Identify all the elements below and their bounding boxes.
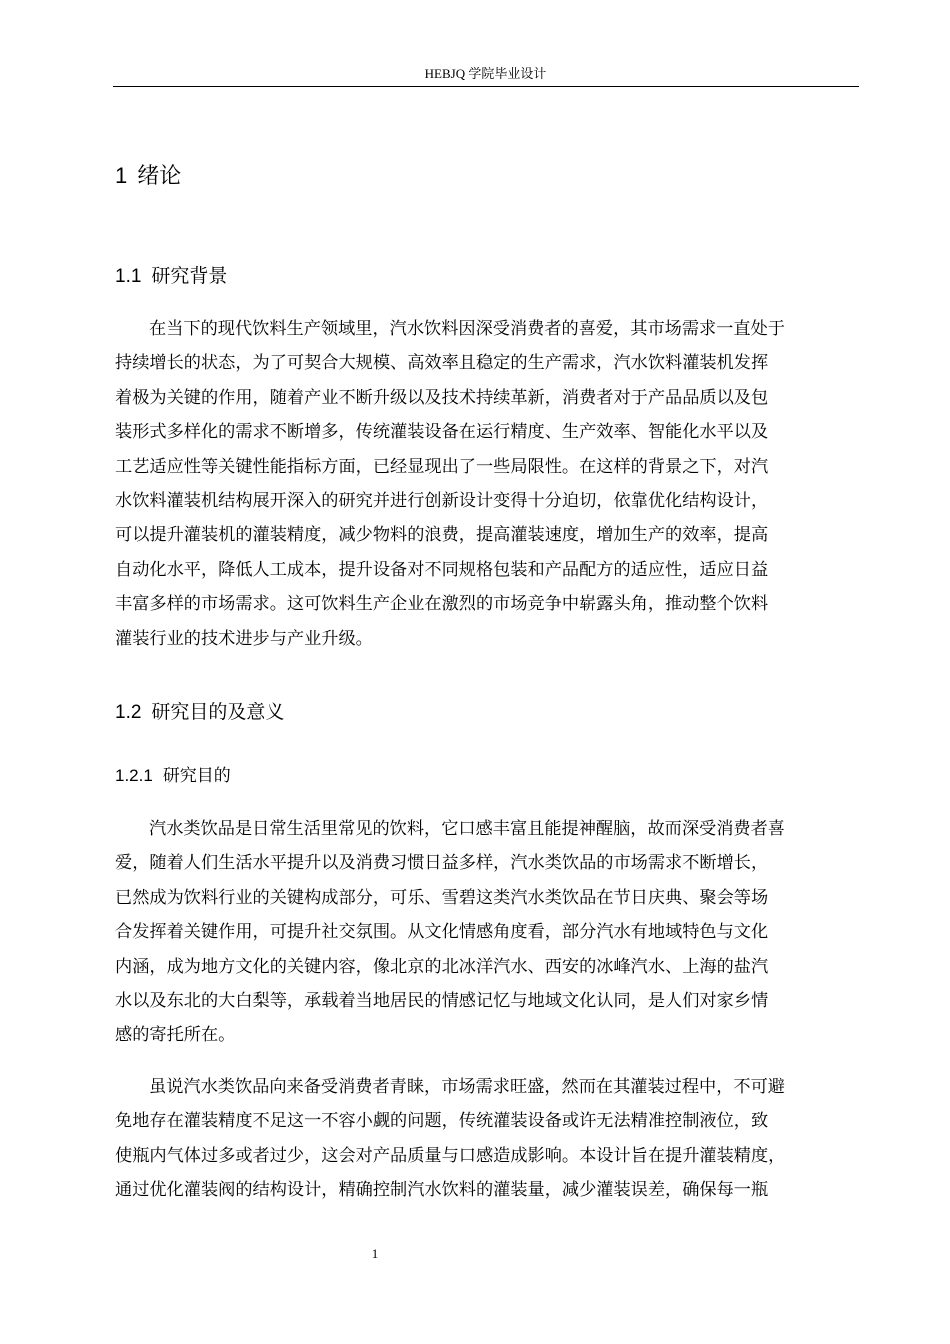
text-line: 汽水类饮品是日常生活里常见的饮料，它口感丰富且能提神醒脑，故而深受消费者喜 (149, 819, 785, 839)
section-title: 研究目的及意义 (151, 701, 285, 723)
section-title: 研究背景 (151, 265, 228, 287)
page-header: HEBJQ 学院毕业设计 (424, 66, 547, 81)
chapter-heading (115, 160, 181, 193)
text-line: 使瓶内气体过多或者过少，这会对产品质量与口感造成影响。本设计旨在提升灌装精度， (115, 1145, 786, 1166)
text-line: 通过优化灌装阀的结构设计，精确控制汽水饮料的灌装量，减少灌装误差，确保每一瓶 (115, 1180, 769, 1201)
text-line: 水饮料灌装机结构展开深入的研究并进行创新设计变得十分迫切，依靠优化结构设计， (115, 491, 769, 512)
text-line: 工艺适应性等关键性能指标方面，已经显现出了一些局限性。在这样的背景之下，对汽 (115, 456, 769, 477)
page-number: 1 (371, 1246, 379, 1261)
text-line: 已然成为饮料行业的关键构成部分，可乐、雪碧这类汽水类饮品在节日庆典、聚会等场 (115, 887, 769, 908)
chapter-number: 1 (115, 163, 128, 188)
text-line: 内涵，成为地方文化的关键内容，像北京的北冰洋汽水、西安的冰峰汽水、上海的盐汽 (115, 956, 769, 977)
paragraph-research-background (115, 312, 855, 656)
text-line: 可以提升灌装机的灌装精度，减少物料的浪费，提高灌装速度，增加生产的效率，提高 (115, 525, 769, 546)
section-number: 1.1 (115, 266, 142, 287)
text-line: 自动化水平，降低人工成本，提升设备对不同规格包装和产品配方的适应性，适应日益 (115, 559, 769, 580)
text-line: 虽说汽水类饮品向来备受消费者青睐，市场需求旺盛，然而在其灌装过程中，不可避 (149, 1077, 785, 1097)
text-line: 在当下的现代饮料生产领域里，汽水饮料因深受消费者的喜爱，其市场需求一直处于 (149, 319, 785, 339)
text-line: 灌装行业的技术进步与产业升级。 (115, 628, 373, 649)
paragraph-research-purpose-2 (115, 1070, 855, 1208)
subsection-number: 1.2.1 (115, 766, 153, 785)
text-line: 着极为关键的作用，随着产业不断升级以及技术持续革新，消费者对于产品品质以及包 (115, 387, 769, 408)
section-heading-1-2 (115, 698, 284, 727)
text-line: 持续增长的状态，为了可契合大规模、高效率且稳定的生产需求，汽水饮料灌装机发挥 (115, 353, 769, 374)
text-line: 丰富多样的市场需求。这可饮料生产企业在激烈的市场竞争中崭露头角，推动整个饮料 (115, 594, 769, 615)
text-line: 水以及东北的大白梨等，承载着当地居民的情感记忆与地域文化认同，是人们对家乡情 (115, 991, 769, 1012)
paragraph-research-purpose-1 (115, 812, 855, 1053)
text-line: 合发挥着关键作用，可提升社交氛围。从文化情感角度看，部分汽水有地域特色与文化 (115, 922, 769, 943)
chapter-title: 绪论 (137, 164, 182, 189)
section-number: 1.2 (115, 702, 142, 723)
subsection-title: 研究目的 (162, 766, 231, 786)
section-heading-1-1 (115, 262, 227, 291)
text-line: 装形式多样化的需求不断增多，传统灌装设备在运行精度、生产效率、智能化水平以及 (115, 422, 769, 443)
text-line: 爱，随着人们生活水平提升以及消费习惯日益多样，汽水类饮品的市场需求不断增长， (115, 853, 769, 874)
subsection-heading-1-2-1 (115, 763, 231, 789)
text-line: 感的寄托所在。 (115, 1025, 236, 1046)
header-rule (113, 86, 859, 87)
text-line: 免地存在灌装精度不足这一不容小觑的问题，传统灌装设备或许无法精准控制液位，致 (115, 1111, 769, 1132)
